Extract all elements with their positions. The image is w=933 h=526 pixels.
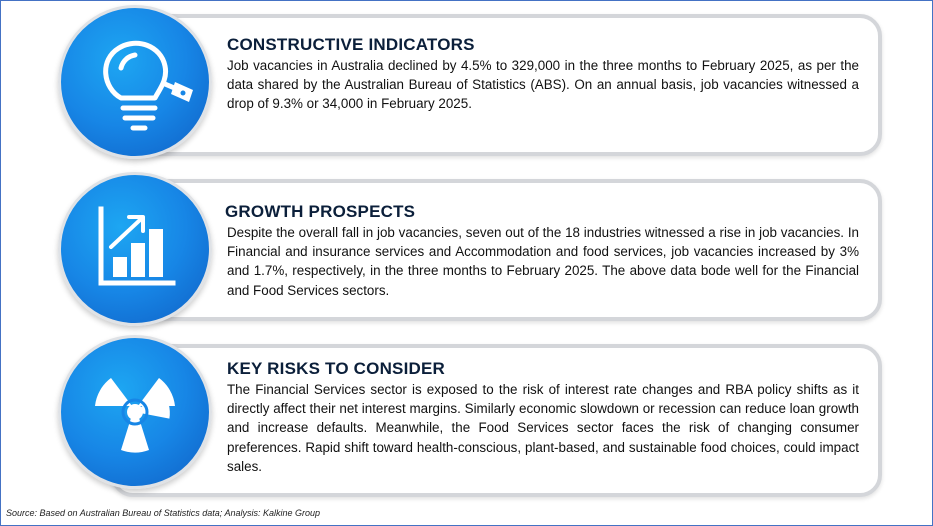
section-text-growth-prospects: Despite the overall fall in job vacancies, seven out of the 18 industries witnessed a rise in job vacancies. In Financial and insurance services and Accommodation and food services, job vacancies increased by 3% and 1.7%, respectively, in the three months to February 2025. The above data bode well for the Financial and Food Services sectors. [227,225,859,298]
section-title-growth-prospects: GROWTH PROSPECTS [225,202,416,221]
radiation-hazard-icon [61,338,209,486]
icon-circle-2 [58,172,212,326]
lightbulb-tag-icon [61,8,209,156]
icon-circle-1 [58,5,212,159]
growth-chart-icon [61,175,209,323]
source-footnote: Source: Based on Australian Bureau of Statistics data; Analysis: Kalkine Group [6,508,321,518]
section-title-constructive-indicators: CONSTRUCTIVE INDICATORS [227,35,475,54]
icon-circle-3 [58,335,212,489]
section-text-constructive-indicators: Job vacancies in Australia declined by 4.5% to 329,000 in the three months to February 2025, as per the data shared by the Australian Bureau of Statistics (ABS). On an annual basis, job vacancies witnessed a drop of 9.3% or 34,000 in February 2025. [227,58,859,112]
section-text-key-risks: The Financial Services sector is exposed to the risk of interest rate changes and RBA policy shifts as it directly affect their net interest margins. Similarly economic slowdown or recession can reduce loan growth and increase defaults. Meanwhile, the Food Services sector faces the risk of changing consumer preferences. Rapid shift toward health-conscious, plant-based, and sustainable food choices, could impact sales. [227,382,859,474]
section-title-key-risks: KEY RISKS TO CONSIDER [227,359,446,378]
